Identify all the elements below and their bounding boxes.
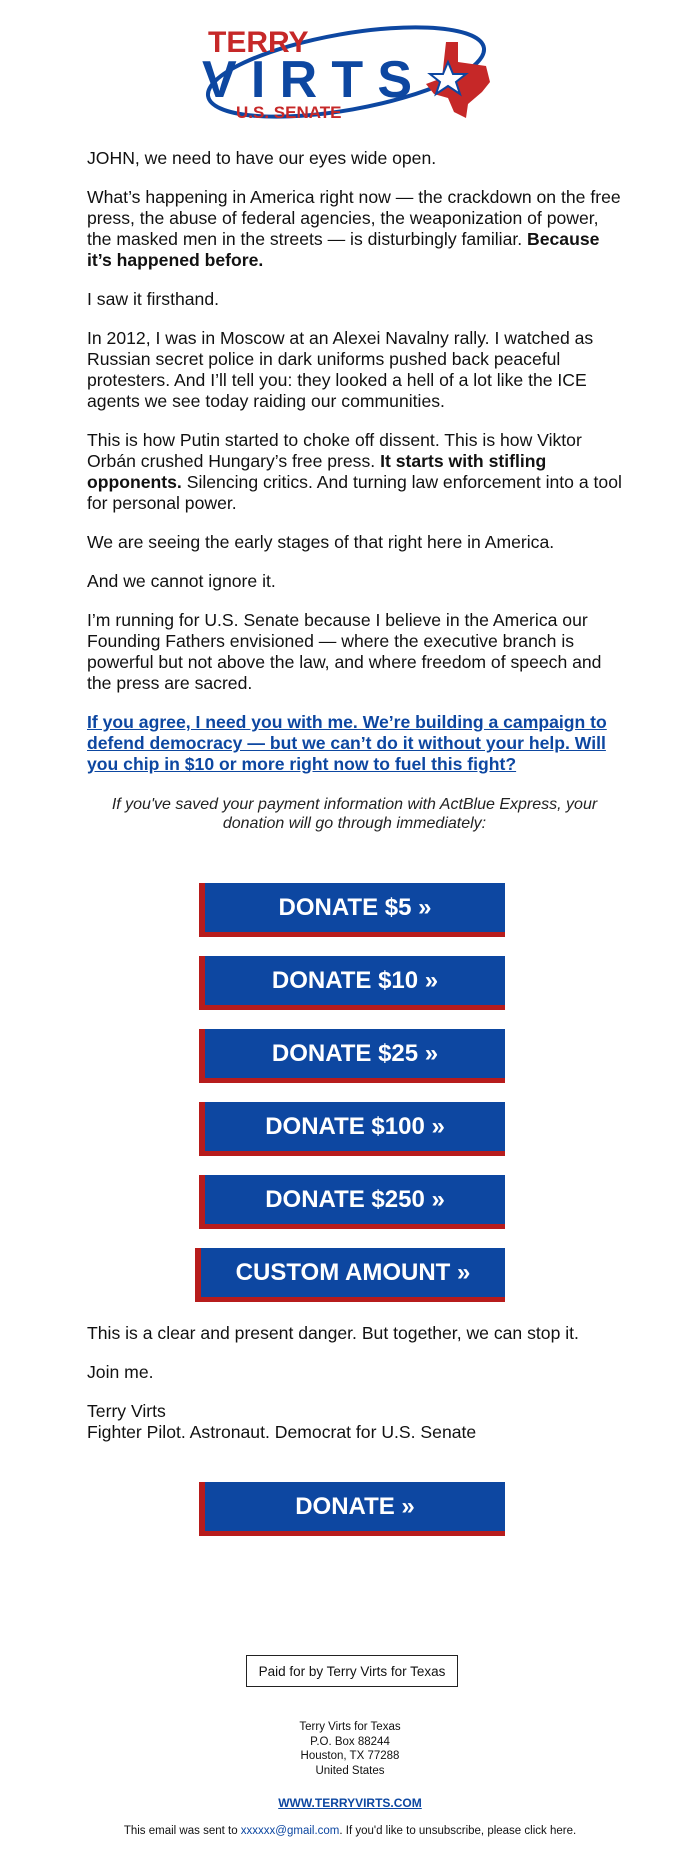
logo-virts: VIRTS — [202, 51, 412, 109]
address-po-box: P.O. Box 88244 — [310, 1735, 390, 1748]
unsubscribe-line — [0, 1825, 700, 1837]
actblue-express-note: If you've saved your payment information with ActBlue Express, your donation will go through immediately: — [111, 796, 598, 832]
custom-amount-button[interactable]: CUSTOM AMOUNT » — [195, 1248, 505, 1302]
address-city: Houston, TX 77288 — [300, 1750, 400, 1762]
donate-25-button[interactable]: DONATE $25 » — [199, 1029, 505, 1083]
paragraph-putin-text: This is how Putin started to choke off dissent. This is how Viktor Orbán crushed Hungary’s free press. — [87, 430, 582, 471]
paragraph-moscow: In 2012, I was in Moscow at an Alexei Navalny rally. I watched as Russian secret police in dark uniforms pushed back peaceful protesters. And I’ll tell you: they looked a hell of a lot like the ICE agents we see today raiding our communities. — [87, 328, 594, 411]
closing-join: Join me. — [87, 1362, 154, 1382]
website-link[interactable]: WWW.TERRYVIRTS.COM — [278, 1796, 422, 1810]
closing-danger: This is a clear and present danger. But together, we can stop it. — [87, 1323, 579, 1343]
signature-title: Fighter Pilot. Astronaut. Democrat for U.S. Senate — [87, 1422, 477, 1442]
donate-250-button[interactable]: DONATE $250 » — [199, 1175, 505, 1229]
address-org: Terry Virts for Texas — [299, 1721, 401, 1733]
paragraph-putin-text-2: Silencing critics. And turning law enforcement into a tool for personal power. — [87, 472, 622, 513]
recipient-email-link[interactable]: xxxxxx@gmail.com — [240, 1825, 340, 1837]
paragraph-firsthand: I saw it firsthand. — [87, 289, 220, 309]
donate-cta-link[interactable]: If you agree, I need you with me. We’re building a campaign to defend democracy — but we can’t do it without your help. Will you chip in $10 or more right now to fuel this fight? — [87, 712, 607, 774]
donate-button[interactable]: DONATE » — [199, 1482, 505, 1536]
paragraph-familiar-bold: Because it’s happened before. — [87, 229, 600, 270]
unsubscribe-suffix-link[interactable]: . If you'd like to unsubscribe, please click here. — [339, 1825, 577, 1837]
unsubscribe-prefix: This email was sent to — [123, 1825, 238, 1837]
paragraph-familiar — [87, 187, 622, 271]
paragraph-putin — [87, 430, 622, 514]
donate-10-button[interactable]: DONATE $10 » — [199, 956, 505, 1010]
donate-5-button[interactable]: DONATE $5 » — [199, 883, 505, 937]
donate-100-button[interactable]: DONATE $100 » — [199, 1102, 505, 1156]
signature-name: Terry Virts — [87, 1401, 166, 1421]
mailing-address — [0, 1720, 700, 1778]
paid-for-box: Paid for by Terry Virts for Texas — [246, 1655, 458, 1687]
logo-graphic — [196, 22, 506, 126]
paragraph-familiar-text: What’s happening in America right now — the crackdown on the free press, the abuse of federal agencies, the weaponization of power, the masked men in the streets — is disturbingly familiar. — [87, 187, 621, 249]
paragraph-cannot-ignore: And we cannot ignore it. — [87, 571, 276, 591]
paragraph-putin-bold: It starts with stifling opponents. — [87, 451, 547, 492]
campaign-logo — [196, 22, 506, 126]
paragraph-early-stages: We are seeing the early stages of that right here in America. — [87, 532, 555, 552]
logo-terry: TERRY — [208, 26, 309, 59]
email-body — [87, 148, 622, 853]
paragraph-running: I’m running for U.S. Senate because I believe in the America our Founding Fathers envisioned — where the executive branch is powerful but not above the law, and where freedom of speech and the press are sacred. — [87, 610, 602, 693]
logo-senate: U.S. SENATE — [236, 103, 342, 122]
address-country: United States — [315, 1764, 385, 1777]
greeting: JOHN, we need to have our eyes wide open. — [87, 148, 437, 168]
